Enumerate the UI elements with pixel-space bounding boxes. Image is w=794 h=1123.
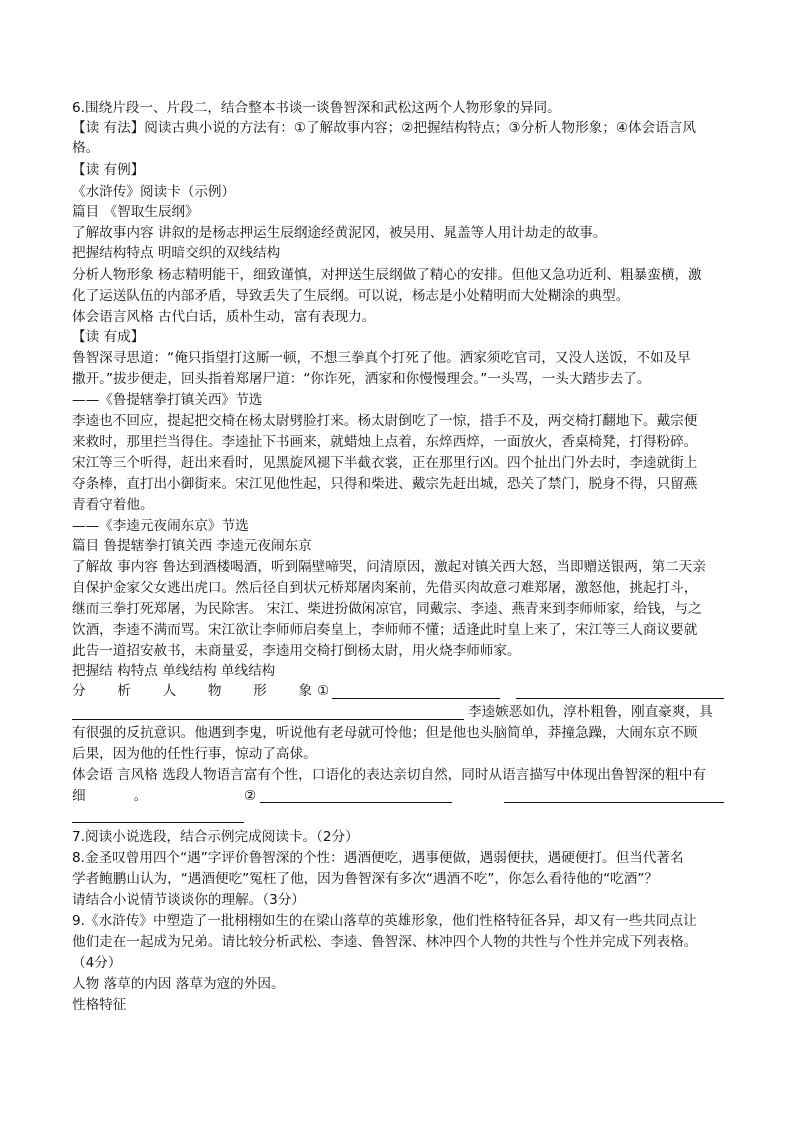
achieve-heading: 【读 有成】	[72, 329, 145, 345]
answer-blank-1b[interactable]	[516, 698, 724, 699]
answer-blank-2c[interactable]	[72, 822, 244, 823]
question-8-line-1: 8.金圣叹曾用四个“遇”字评价鲁智深的个性：遇酒便吃，遇事便做，遇弱便扶，遇硬便打。但当代著名	[72, 850, 684, 866]
method-line-2: 格。	[72, 140, 100, 156]
passage-1-line-1: 鲁智深寻思道：“俺只指望打这厮一顿，不想三拳真个打死了他。洒家须吃官司，又没人送饭，不如及早	[72, 350, 691, 366]
card-character-rest-2: 后果，因为他的任性行事，惊动了高俅。	[72, 746, 317, 762]
card-story-3: 继而三拳打死郑屠，为民除害。 宋江、柴进扮做闲凉官，同戴宗、李逵、燕青来到李师师家，给钱，与之	[72, 601, 702, 617]
card-story-5: 此告一道招安赦书，未商量妥，李逵用交椅打倒杨太尉，用火烧李师师家。	[72, 643, 521, 659]
table-header: 人物 落草的内因 落草为寇的外因。	[72, 976, 285, 992]
method-line-1: 【读 有法】阅读古典小说的方法有：①了解故事内容；②把握结构特点；③分析人物形象；④体会语言风	[72, 120, 697, 136]
question-9-line-3: （4分）	[72, 955, 122, 971]
example-character-1: 分析人物形象 杨志精明能干，细致谨慎，对押送生辰纲做了精心的安排。但他又急功近利、粗暴蛮横，激	[72, 267, 702, 283]
table-row-label: 性格特征	[72, 997, 127, 1013]
passage-2-line-3: 宋江等三个听得，赶出来看时，见黑旋风褪下半截衣裳，正在那里行凶。四个扯出门外去时，李逵就街上	[72, 455, 698, 471]
card-character-text: 李逵嫉恶如仇，淳朴粗鲁，刚直豪爽，具	[468, 704, 713, 720]
answer-blank-2b[interactable]	[504, 802, 724, 803]
example-story: 了解故事内容 讲叙的是杨志押运生辰纲途经黄泥冈，被吴用、晁盖等人用计劫走的故事。	[72, 225, 607, 241]
passage-1-source: ——《鲁提辖拳打镇关西》节选	[72, 392, 263, 408]
example-title: 篇目 《智取生辰纲》	[72, 204, 199, 220]
question-8-line-2: 学者鲍鹏山认为，“遇酒便吃”冤枉了他，因为鲁智深有多次“遇酒不吃”，你怎么看待他的“吃酒”？	[72, 871, 659, 887]
card-language: 体会语 言风格 选段人物语言富有个性，口语化的表达亲切自然，同时从语言描写中体现出鲁智深的粗中有	[72, 767, 706, 783]
example-heading: 【读 有例】	[72, 162, 145, 178]
example-structure: 把握结构特点 明暗交织的双线结构	[72, 245, 281, 261]
card-structure: 把握结 构特点 单线结构 单线结构	[72, 663, 276, 679]
card-story-1: 了解故 事内容 鲁达到酒楼喝酒，听到隔壁啼哭，问清原因，激起对镇关西大怒，当即赠送银两，第二天亲	[72, 559, 706, 575]
passage-2-line-2: 来救时，那里拦当得住。李逵扯下书画来，就蜡烛上点着，东焠西焠，一面放火，香桌椅凳，打得粉碎。	[72, 434, 698, 450]
blank-1-marker: ①	[317, 683, 330, 699]
card-story-2: 自保护金家父女逃出虎口。然后径自到状元桥郑屠肉案前，先借买肉故意刁难郑屠，激怒他，挑起打斗，	[72, 580, 698, 596]
card-heading: 篇目 鲁提辖拳打镇关西 李逵元夜闹东京	[72, 538, 312, 554]
answer-blank-2a[interactable]	[260, 802, 452, 803]
question-6: 6.围绕片段一、片段二，结合整本书谈一谈鲁智深和武松这两个人物形象的异同。	[72, 100, 561, 116]
answer-blank-1a[interactable]	[332, 698, 500, 699]
question-9-line-2: 他们走在一起成为兄弟。请比较分析武松、李逵、鲁智深、林冲四个人物的共性与个性并完成下列表格。	[72, 934, 698, 950]
question-9-line-1: 9.《水浒传》中塑造了一批栩栩如生的在梁山落草的英雄形象，他们性格特征各异，却又有一些共同点让	[72, 913, 697, 929]
passage-1-line-2: 撒开。”拔步便走，回头指着郑屠尸道：“你诈死，洒家和你慢慢理会。”一头骂，一头大踏步去了。	[72, 371, 651, 387]
card-title: 《水浒传》阅读卡（示例）	[72, 184, 236, 200]
card-language-end: 细 。	[72, 788, 148, 804]
passage-2-line-1: 李逵也不回应，提起把交椅在杨太尉劈脸打来。杨太尉倒吃了一惊，措手不及，两交椅打翻地下。戴宗便	[72, 413, 698, 429]
question-7: 7.阅读小说选段，结合示例完成阅读卡。（2分）	[72, 829, 359, 845]
card-story-4: 饮酒，李逵不满而骂。宋江欲让李师师启奏皇上，李师师不懂；适逢此时皇上来了，宋江等三人商议要就	[72, 622, 698, 638]
example-character-2: 化了运送队伍的内部矛盾，导致丢失了生辰纲。可以说，杨志是小处精明而大处糊涂的典型。	[72, 288, 630, 304]
question-8-line-3: 请结合小说情节谈谈你的理解。（3分）	[72, 892, 305, 908]
card-character-rest-1: 有很强的反抗意识。他遇到李鬼，听说他有老母就可怜他；但是他也头脑简单，莽撞急躁，大闹东京不顾	[72, 725, 698, 741]
answer-blank-1c[interactable]	[72, 719, 464, 720]
passage-2-source: ——《李逵元夜闹东京》节选	[72, 518, 249, 534]
character-label: 分 析 人 物 形 象	[72, 683, 312, 699]
example-language: 体会语言风格 古代白话，质朴生动，富有表现力。	[72, 309, 376, 325]
passage-2-line-4: 夺条棒，直打出小御街来。宋江见他性起，只得和柴进、戴宗先赶出城，恐关了禁门，脱身不得，只留燕	[72, 476, 698, 492]
passage-2-line-5: 青看守着他。	[72, 497, 154, 513]
blank-2-marker: ②	[244, 788, 257, 804]
